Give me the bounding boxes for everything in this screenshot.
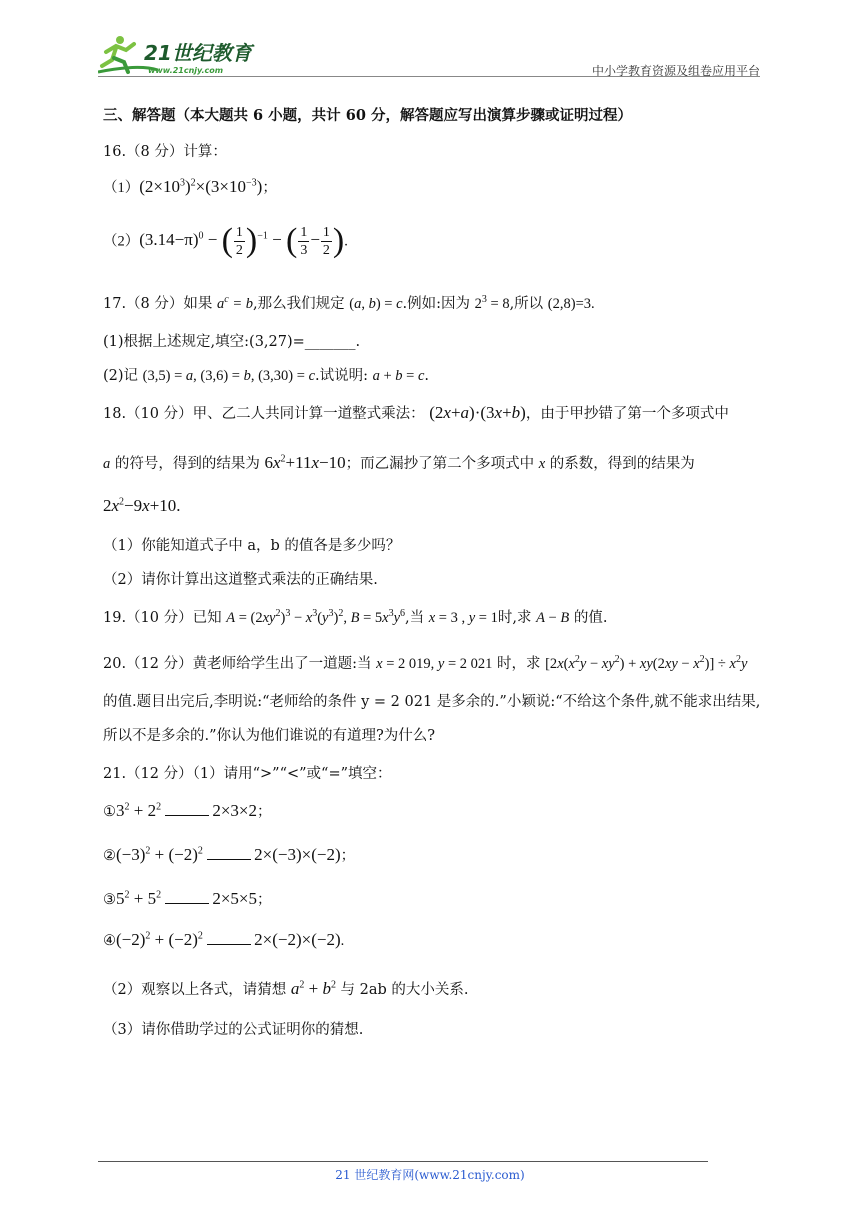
q17-def-result: (a, b) = c xyxy=(349,296,403,312)
q21-item-2: $②(-3)^2 + (-2)^2$ 2×(−3)×(−2)； xyxy=(103,845,356,864)
q16-part2: $(2)(3.14-\pi)^0$ − ( $\frac{1}{2}$ )$^{-1}$ − ( $\frac{1}{3}$ − $\frac{1}{2}$ ). xyxy=(103,222,348,260)
q17-p2-text-a: (2)记 xyxy=(103,368,139,384)
header-rule xyxy=(98,76,760,77)
logo-text: 21世纪教育 xyxy=(144,41,252,65)
q21-item4-marker: ④ xyxy=(103,933,116,949)
q17-part1: (1)根据上述规定,填空:(3,27)=_______. xyxy=(103,334,361,350)
q17-define-text: ,那么我们规定 xyxy=(253,296,345,312)
page-header xyxy=(98,30,760,78)
q17-p2-expr: (3,5) = a, (3,6) = b, (3,30) = c xyxy=(142,368,315,384)
q19-when-text: ,当 xyxy=(405,610,425,626)
q21-p2-expr: $a^2 + b^2$ xyxy=(290,979,336,998)
q18-line2 xyxy=(103,452,695,473)
q18-part2: （2）请你计算出这道整式乘法的正确结果. xyxy=(103,572,378,588)
q17-p2-claim: a + b = c xyxy=(372,368,425,384)
q16-p2-label: （2） xyxy=(103,233,140,250)
q21-item-3: $③5^2 + 5^2$ 2×5×5； xyxy=(103,889,272,908)
q20-when-text: 时，求 xyxy=(496,656,541,672)
answer-blank[interactable] xyxy=(165,801,209,816)
q17-heading xyxy=(103,292,595,313)
q17-example-text: .例如:因为 xyxy=(402,296,471,312)
q18-result-yi: $2x^2-9x+10$. xyxy=(103,496,181,515)
q18-var-x: x xyxy=(538,456,546,472)
q16-part1: $(1)(2\times 10^3)^2\times(3\times 10^{-3})$； xyxy=(103,177,277,196)
q19-heading xyxy=(103,606,607,627)
q17-p2-text-b: .试说明: xyxy=(315,368,368,384)
q20-head-text: 20.（12 分）黄老师给学生出了一道题:当 xyxy=(103,656,372,672)
answer-blank[interactable] xyxy=(207,845,251,860)
q17-part2: (2)记 (3,5) = a, (3,6) = b, (3,30) = c.试说明: a + b = c. xyxy=(103,368,430,384)
q19-ask-text: 时,求 xyxy=(497,610,532,626)
q21-item-4: $④(-2)^2 + (-2)^2$ 2×(−2)×(−2). xyxy=(103,930,345,949)
q18-result-jia: $6x^2+11x-10$ xyxy=(264,453,346,472)
q19-expr-A: $A = (2xy^2)^3 - x^3(y^3)^2$, $B = 5x^3y^6$ xyxy=(226,608,405,626)
q21-item1-marker: ① xyxy=(103,804,116,820)
footer-link[interactable]: 21 世纪教育网(www.21cnjy.com) xyxy=(335,1168,525,1182)
q21-part2 xyxy=(103,978,469,999)
q19-values: x = 3 , y = 1 xyxy=(428,610,498,626)
q17-head-text: 17.（8 分）如果 xyxy=(103,296,213,312)
q16-heading: 16.（8 分）计算： xyxy=(103,144,227,160)
q20-heading xyxy=(103,652,747,673)
q18-line2-b: ；而乙漏抄了第二个多项式中 xyxy=(345,456,535,472)
q19-target: A − B xyxy=(536,610,570,626)
q21-part3: （3）请你借助学过的公式证明你的猜想. xyxy=(103,1022,364,1038)
q20-values: x = 2 019, y = 2 021 xyxy=(376,656,493,672)
q18-head-text: 18.（10 分）甲、乙二人共同计算一道整式乘法： xyxy=(103,406,425,422)
q19-head-text: 19.（10 分）已知 xyxy=(103,610,222,626)
q18-line2-c: 的系数，得到的结果为 xyxy=(549,456,695,472)
q17-so-text: ,所以 xyxy=(509,296,544,312)
q17-def-expr: $a^c = b$ xyxy=(217,294,254,312)
q21-p2-text-a: （2）观察以上各式，请猜想 xyxy=(103,982,287,998)
platform-title: 中小学教育资源及组卷应用平台 xyxy=(591,64,760,78)
q21-heading: 21.（12 分）（1）请用“>”“<”或“=”填空： xyxy=(103,766,392,782)
q21-item2-marker: ② xyxy=(103,848,116,864)
logo-url: www.21cnjy.com xyxy=(148,66,224,75)
q17-example-expr: $2^3 = 8$ xyxy=(474,294,510,312)
q18-line2-a: 的符号，得到的结果为 xyxy=(110,456,260,472)
q16-p1-label: （1） xyxy=(103,180,140,196)
q20-line2: 的值.题目出完后,李明说:“老师给的条件 y = 2 021 是多余的.”小颖说:“不给这个条件,就不能求出结果, xyxy=(103,694,761,710)
q18-var-a: a xyxy=(103,456,111,472)
q20-line3: 所以不是多余的.”你认为他们谁说的有道理?为什么? xyxy=(103,728,436,744)
q19-end-text: 的值. xyxy=(573,610,608,626)
q18-expr: (2x+a)·(3x+b) xyxy=(429,403,526,422)
answer-blank[interactable] xyxy=(165,889,209,904)
footer-rule xyxy=(98,1161,708,1162)
answer-blank[interactable] xyxy=(207,930,251,945)
q21-item3-marker: ③ xyxy=(103,892,116,908)
q20-expr: $[2x(x^2y - xy^2) + xy(2xy - x^2)] \div x^2y$ xyxy=(545,654,748,672)
q18-part1: （1）你能知道式子中 a，b 的值各是多少吗？ xyxy=(103,538,401,554)
q21-p2-text-b: 与 2ab 的大小关系. xyxy=(340,982,469,998)
q18-heading xyxy=(103,402,729,423)
q18-tail-text: ，由于甲抄错了第一个多项式中 xyxy=(525,406,729,422)
q16-p2-expr: $(3.14-\pi)^0$ − ( $\frac{1}{2}$ )$^{-1}$ − ( $\frac{1}{3}$ − $\frac{1}{2}$ ) xyxy=(139,222,345,260)
section-title: 三、解答题（本大题共 6 小题，共计 60 分，解答题应写出演算步骤或证明过程） xyxy=(103,107,632,124)
q16-p1-expr: $(2\times 10^3)^2\times(3\times 10^{-3})$ xyxy=(139,177,263,196)
logo xyxy=(98,30,268,78)
q21-item-1: $①3^2 + 2^2$ 2×3×2； xyxy=(103,801,272,820)
q17-example-result: (2,8)=3. xyxy=(547,296,595,312)
